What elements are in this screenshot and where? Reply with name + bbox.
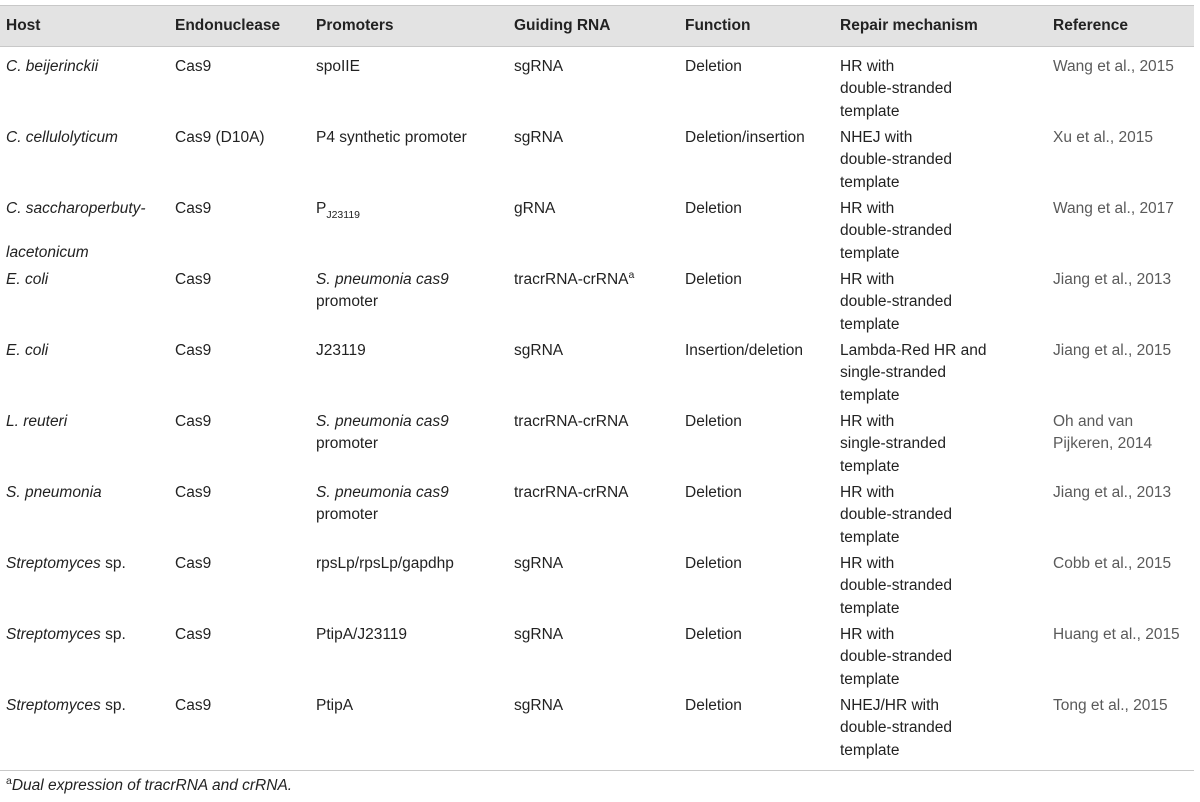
endonuclease-cell: Cas9 bbox=[175, 271, 212, 288]
endonuclease-cell: Cas9 bbox=[175, 413, 212, 430]
host-cell: Streptomyces sp. bbox=[6, 697, 126, 714]
host-cell: C. beijerinckii bbox=[6, 58, 99, 75]
header-guiding-rna: Guiding RNA bbox=[514, 17, 611, 34]
host-cell: S. pneumonia bbox=[6, 484, 102, 501]
function-cell: Deletion bbox=[685, 697, 742, 714]
header-host: Host bbox=[6, 17, 41, 34]
endonuclease-cell: Cas9 (D10A) bbox=[175, 129, 265, 146]
promoter-cell: PtipA/J23119 bbox=[316, 626, 408, 643]
endonuclease-cell: Cas9 bbox=[175, 58, 212, 75]
repair-cell: HR with double-stranded template bbox=[840, 200, 953, 262]
reference-cell: Tong et al., 2015 bbox=[1053, 697, 1168, 714]
endonuclease-cell: Cas9 bbox=[175, 484, 212, 501]
host-cell: Streptomyces sp. bbox=[6, 626, 126, 643]
guiding-rna-cell: tracrRNA-crRNA$^a$ bbox=[514, 269, 635, 288]
header-function: Function bbox=[685, 17, 751, 34]
guiding-rna-cell: sgRNA bbox=[514, 129, 564, 146]
repair-cell: NHEJ with double-stranded template bbox=[840, 129, 953, 191]
reference-cell: Jiang et al., 2015 bbox=[1053, 342, 1172, 359]
promoter-cell: rpsLp/rpsLp/gapdhp bbox=[316, 555, 454, 572]
table-header-rule bbox=[0, 46, 1194, 47]
guiding-rna-cell: sgRNA bbox=[514, 58, 564, 75]
repair-cell: HR with double-stranded template bbox=[840, 484, 953, 546]
header-promoters: Promoters bbox=[316, 17, 394, 34]
table-bottom-rule bbox=[0, 770, 1194, 771]
host-cell: E. coli bbox=[6, 271, 49, 288]
function-cell: Deletion bbox=[685, 413, 742, 430]
reference-cell: Wang et al., 2017 bbox=[1053, 200, 1174, 217]
guiding-rna-cell: sgRNA bbox=[514, 697, 564, 714]
repair-cell: HR with double-stranded template bbox=[840, 58, 953, 120]
reference-cell: Xu et al., 2015 bbox=[1053, 129, 1153, 146]
function-cell: Insertion/deletion bbox=[685, 342, 804, 359]
header-repair-mechanism: Repair mechanism bbox=[840, 17, 978, 34]
reference-cell: Cobb et al., 2015 bbox=[1053, 555, 1172, 572]
header-reference: Reference bbox=[1053, 17, 1128, 34]
guiding-rna-cell: sgRNA bbox=[514, 555, 564, 572]
reference-cell: Oh and van Pijkeren, 2014 bbox=[1053, 413, 1153, 453]
function-cell: Deletion bbox=[685, 271, 742, 288]
promoter-cell: J23119 bbox=[316, 342, 366, 359]
repair-cell: NHEJ/HR with double-stranded template bbox=[840, 697, 953, 759]
promoter-cell: P4 synthetic promoter bbox=[316, 129, 467, 146]
function-cell: Deletion bbox=[685, 626, 742, 643]
function-cell: Deletion bbox=[685, 555, 742, 572]
repair-cell: HR with single-stranded template bbox=[840, 413, 946, 475]
guiding-rna-cell: tracrRNA-crRNA bbox=[514, 484, 629, 501]
promoter-cell: $P_{J23119}$ bbox=[316, 200, 361, 221]
host-cell: L. reuteri bbox=[6, 413, 68, 430]
function-cell: Deletion bbox=[685, 58, 742, 75]
endonuclease-cell: Cas9 bbox=[175, 626, 212, 643]
repair-cell: HR with double-stranded template bbox=[840, 555, 953, 617]
endonuclease-cell: Cas9 bbox=[175, 555, 212, 572]
repair-cell: HR with double-stranded template bbox=[840, 626, 953, 688]
endonuclease-cell: Cas9 bbox=[175, 342, 212, 359]
promoter-cell: PtipA bbox=[316, 697, 354, 714]
footnote-marker: a bbox=[628, 269, 635, 281]
guiding-rna-cell: sgRNA bbox=[514, 342, 564, 359]
repair-cell: Lambda-Red HR and single-stranded template bbox=[840, 342, 987, 404]
repair-cell: HR with double-stranded template bbox=[840, 271, 953, 333]
guiding-rna-cell: sgRNA bbox=[514, 626, 564, 643]
guiding-rna-cell: tracrRNA-crRNA bbox=[514, 413, 629, 430]
host-cell: C. saccharoperbuty- lacetonicum bbox=[6, 200, 146, 262]
promoter-cell: S. pneumonia cas9 promoter bbox=[316, 484, 449, 524]
host-cell: E. coli bbox=[6, 342, 49, 359]
table-footnote: $^a$Dual expression of tracrRNA and crRNA. bbox=[6, 775, 293, 794]
header-endonuclease: Endonuclease bbox=[175, 17, 281, 34]
function-cell: Deletion bbox=[685, 484, 742, 501]
reference-cell: Wang et al., 2015 bbox=[1053, 58, 1174, 75]
promoter-cell: S. pneumonia cas9 promoter bbox=[316, 413, 449, 453]
host-cell: Streptomyces sp. bbox=[6, 555, 126, 572]
guiding-rna-cell: gRNA bbox=[514, 200, 556, 217]
reference-cell: Huang et al., 2015 bbox=[1053, 626, 1180, 643]
promoter-cell: spoIIE bbox=[316, 58, 360, 75]
function-cell: Deletion/insertion bbox=[685, 129, 805, 146]
reference-cell: Jiang et al., 2013 bbox=[1053, 271, 1172, 288]
endonuclease-cell: Cas9 bbox=[175, 697, 212, 714]
host-cell: C. cellulolyticum bbox=[6, 129, 118, 146]
reference-cell: Jiang et al., 2013 bbox=[1053, 484, 1172, 501]
footnote-marker: a bbox=[6, 775, 12, 787]
promoter-cell: S. pneumonia cas9 promoter bbox=[316, 271, 449, 311]
function-cell: Deletion bbox=[685, 200, 742, 217]
endonuclease-cell: Cas9 bbox=[175, 200, 212, 217]
